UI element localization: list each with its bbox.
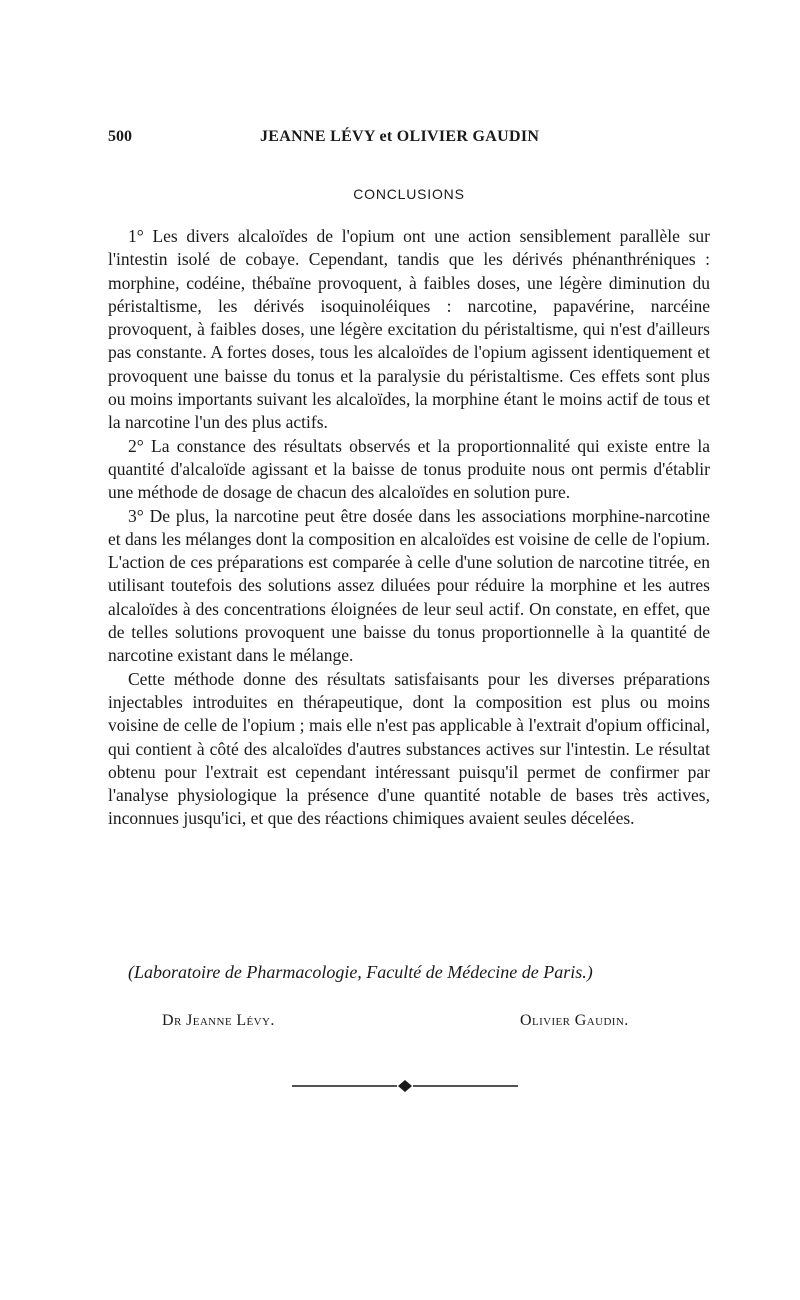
signature-jeanne-levy: Dr Jeanne Lévy. xyxy=(162,1012,275,1029)
section-title: CONCLUSIONS xyxy=(353,186,465,202)
diamond-rule-icon xyxy=(292,1076,518,1096)
affiliation: (Laboratoire de Pharmacologie, Faculté de Médecine de Paris.) xyxy=(128,962,593,982)
paragraph-method-note: Cette méthode donne des résultats satisfaisants pour les diverses préparations injectables introduites en thérapeutique, dont la composition est plus ou moins voisine de celle de l'opium ; mais elle n'est pas applicable à l'extrait d'opium officinal, qui contient à côté des alcaloïdes d'autres substances actives sur l'intestin. Le résultat obtenu pour l'extrait est cependant intéressant puisqu'il permet de confirmer par l'analyse physiologique la présence d'une quantité notable de bases très actives, inconnues jusqu'ici, et que des réactions chimiques avaient seules décelées. xyxy=(108,668,710,829)
header-authors: JEANNE LÉVY et OLIVIER GAUDIN xyxy=(260,128,540,145)
paragraph-conclusion-3: 3° De plus, la narcotine peut être dosée dans les associations morphine-narcotine et dans les mélanges dont la composition en alcaloïdes est voisine de celle de l'opium. L'action de ces préparations est comparée à celle d'une solution de narcotine titrée, en utilisant toutefois des solutions assez diluées pour réduire la morphine et les autres alcaloïdes à des concentrations éloignées de leur seul actif. On constate, en effet, que de telles solutions provoquent une baisse du tonus proportionnelle à la quantité de narcotine existant dans le mélange. xyxy=(108,505,710,666)
paragraph-conclusion-2: 2° La constance des résultats observés et la proportionnalité qui existe entre la quantité d'alcaloïde agissant et la baisse de tonus produite nous ont permis d'établir une méthode de dosage de chacun des alcaloïdes en solution pure. xyxy=(108,435,710,503)
body-text xyxy=(108,225,710,831)
signature-olivier-gaudin: Olivier Gaudin. xyxy=(520,1012,629,1029)
diamond-shape xyxy=(398,1080,412,1092)
running-head xyxy=(108,128,708,152)
paragraph-conclusion-1: 1° Les divers alcaloïdes de l'opium ont une action sensiblement parallèle sur l'intestin isolé de cobaye. Cependant, tandis que les dérivés phénanthréniques : morphine, codéine, thébaïne provoquent, à faibles doses, une légère diminution du péristaltisme, les dérivés isoquinoléiques : narcotine, papavérine, narcéine provoquent, à faibles doses, une légère excitation du péristaltisme, qui n'est d'ailleurs pas constante. A fortes doses, tous les alcaloïdes de l'opium agissent identiquement et provoquent une baisse du tonus et la paralysie du péristaltisme. Ces effets sont plus ou moins importants suivant les alcaloïdes, la morphine étant le moins actif de tous et la narcotine l'un des plus actifs. xyxy=(108,226,710,433)
end-rule-ornament xyxy=(292,1076,518,1096)
page-number: 500 xyxy=(108,128,132,145)
signatures xyxy=(162,1012,662,1036)
